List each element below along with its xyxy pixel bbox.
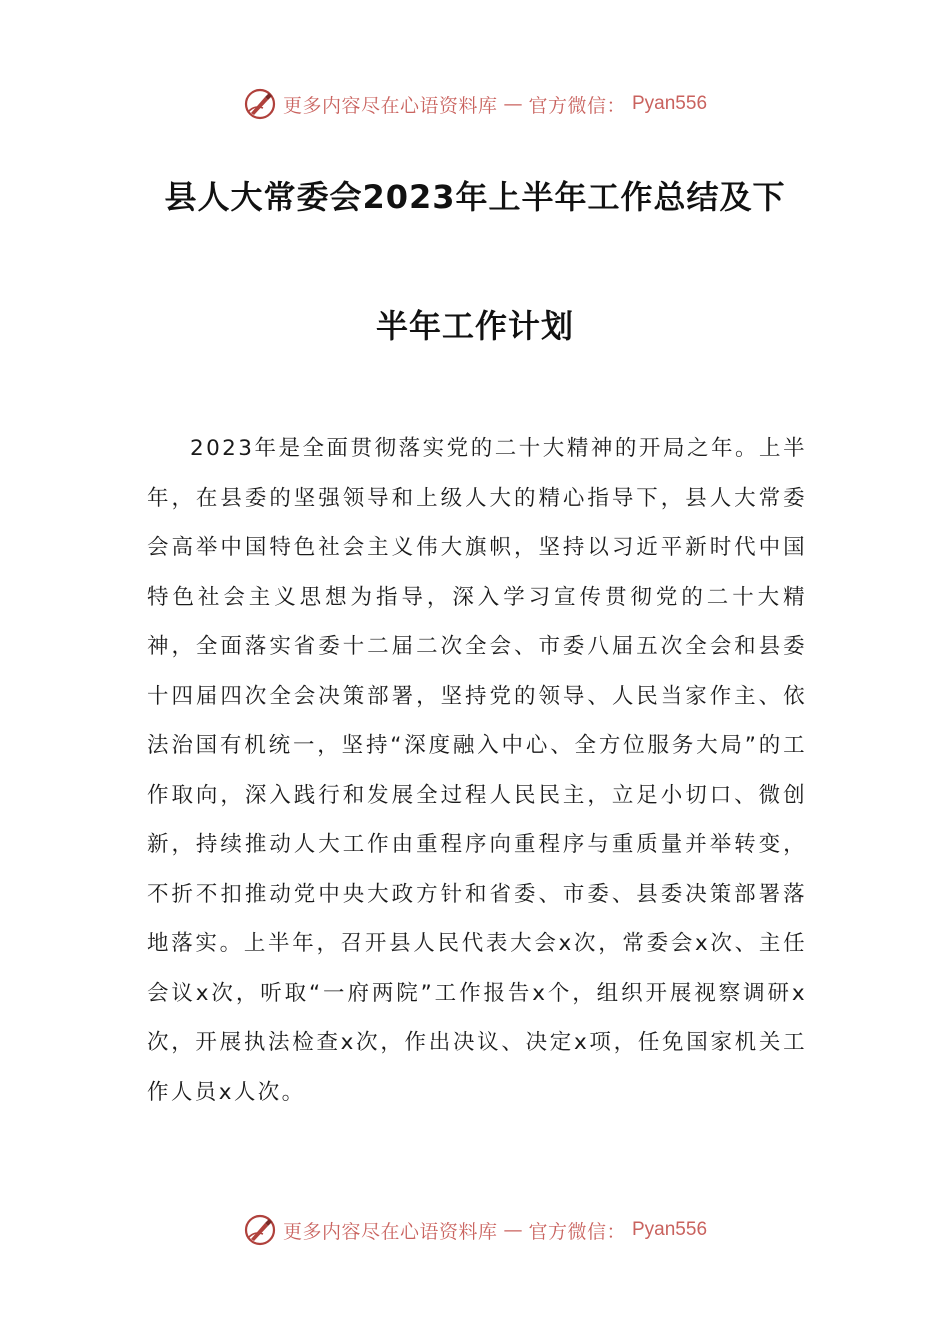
watermark-text: 更多内容尽在心语资料库 — [282, 94, 498, 117]
pen-logo-icon — [243, 1213, 277, 1247]
header-watermark — [0, 84, 950, 124]
document-title-line-1: 县人大常委会2023年上半年工作总结及下 — [164, 178, 786, 216]
pen-logo-icon — [243, 87, 277, 121]
document-title-line-2: 半年工作计划 — [375, 307, 574, 345]
watermark-label: 官方微信： — [528, 94, 626, 117]
watermark-wechat-id: Pyan556 — [632, 1219, 708, 1240]
watermark-separator: — — [503, 1219, 523, 1241]
watermark-text: 更多内容尽在心语资料库 — [282, 1220, 498, 1243]
footer-watermark — [0, 1210, 950, 1250]
watermark-wechat-id: Pyan556 — [632, 93, 708, 114]
watermark-separator: — — [503, 93, 523, 115]
body-paragraph: 2023年是全面贯彻落实党的二十大精神的开局之年。上半年，在县委的坚强领导和上级人大的精心指导下，县人大常委会高举中国特色社会主义伟大旗帜，坚持以习近平新时代中国特色社会主义思想为指导，深入学习宣传贯彻党的二十大精神，全面落实省委十二届二次全会、市委八届五次全会和县委十四届四次全会决策部署，坚持党的领导、人民当家作主、依法治国有机统一，坚持“深度融入中心、全方位服务大局”的工作取向，深入践行和发展全过程人民民主，立足小切口、微创新，持续推动人大工作由重程序向重程序与重质量并举转变，不折不扣推动党中央大政方针和省委、市委、县委决策部署落地落实。上半年，召开县人民代表大会x次，常委会x次、主任会议x次，听取“一府两院”工作报告x个，组织开展视察调研x次，开展执法检查x次，作出决议、决定x项，任免国家机关工作人员x人次。 — [147, 436, 807, 1105]
watermark-label: 官方微信： — [528, 1220, 626, 1243]
